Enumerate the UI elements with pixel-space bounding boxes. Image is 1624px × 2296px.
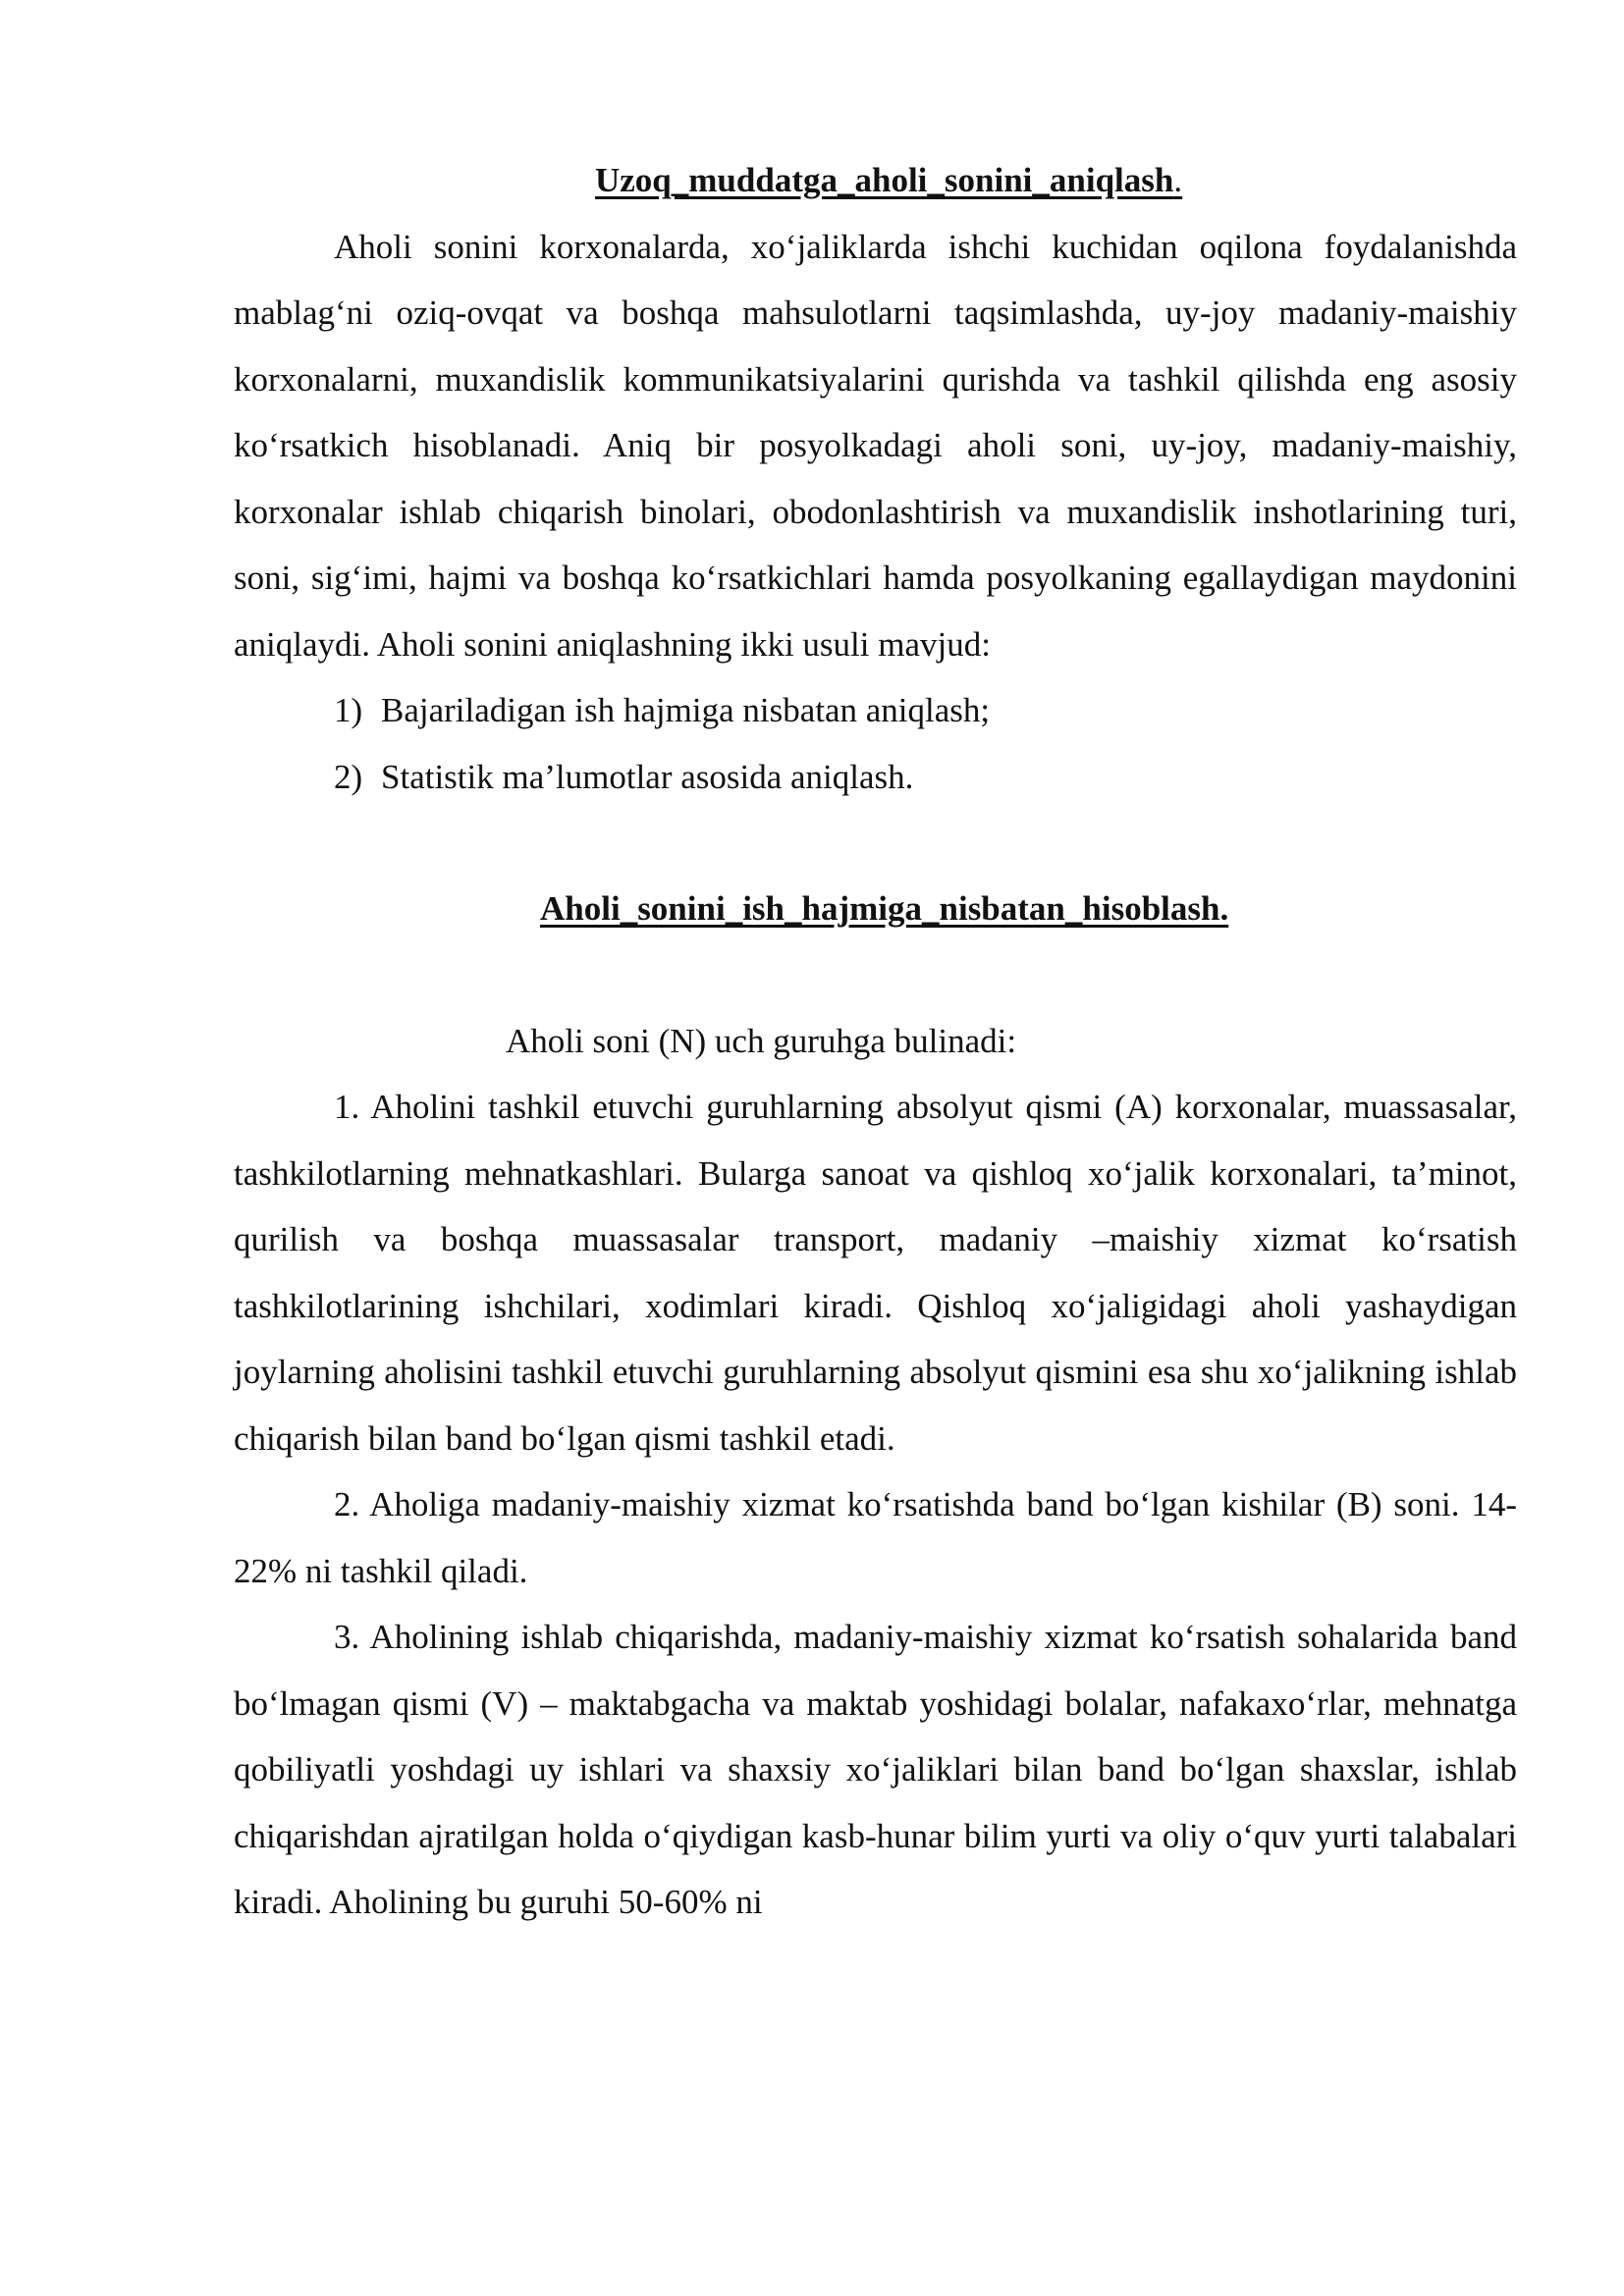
group-number: 3. bbox=[334, 1618, 360, 1656]
groups-intro-line: Aholi soni (N) uch guruhga bulinadi: bbox=[506, 1021, 1017, 1060]
method-text: Statistik ma’lumotlar asosida aniqlash. bbox=[381, 757, 914, 796]
group-paragraph-3 bbox=[234, 1604, 1517, 1936]
group-paragraph-1 bbox=[234, 1074, 1517, 1471]
group-text: Aholining ishlab chiqarishda, madaniy-maishiy xizmat ko‘rsatish sohalarida band bo‘lmagan qismi (V) – maktabgacha va maktab yoshidagi bolalar, nafakaxo‘rlar, mehnatga qobiliyatli yoshdagi uy ishlari va shaxsiy xo‘jaliklari bilan band bo‘lgan shaxslar, ishlab chiqarishdan ajratilgan holda o‘qiydigan kasb-hunar bilim yurti va oliy o‘quv yurti talabalari kiradi. Aholining bu guruhi 50-60% ni bbox=[234, 1618, 1517, 1921]
paragraph-population-importance: Aholi sonini korxonalarda, xo‘jaliklarda ishchi kuchidan oqilona foydalanishda mablag‘ni oziq-ovqat va boshqa mahsulotlarni taqsimlashda, uy-joy madaniy-maishiy korxonalarni, muxandislik kommunikatsiyalarini qurishda va tashkil qilishda eng asosiy ko‘rsatkich hisoblanadi. Aniq bir posyolkadagi aholi soni, uy-joy, madaniy-maishiy, korxonalar ishlab chiqarish binolari, obodonlashtirish va muxandislik inshotlarining turi, soni, sig‘imi, hajmi va boshqa ko‘rsatkichlari hamda posyolkaning egallaydigan maydonini aniqlaydi. Aholi sonini aniqlashning ikki usuli mavjud: bbox=[234, 227, 1517, 664]
document-page bbox=[234, 147, 1517, 1936]
section-heading-long-term-population bbox=[234, 147, 1517, 214]
method-list-item-2 bbox=[234, 744, 1517, 811]
spacer bbox=[234, 810, 1517, 876]
group-number: 1. bbox=[334, 1088, 360, 1126]
group-paragraph-2 bbox=[234, 1471, 1517, 1604]
spacer bbox=[234, 942, 1517, 1008]
method-list-item-1 bbox=[234, 677, 1517, 744]
heading-1-text: Uzoq_muddatga_aholi_sonini_aniqlash bbox=[595, 161, 1174, 199]
method-text: Bajariladigan ish hajmiga nisbatan aniqlash; bbox=[381, 691, 991, 729]
group-text: Aholiga madaniy-maishiy xizmat ko‘rsatishda band bo‘lgan kishilar (B) soni. 14-22% ni tashkil qiladi. bbox=[234, 1485, 1517, 1590]
group-text: Aholini tashkil etuvchi guruhlarning absolyut qismi (A) korxonalar, muassasalar, tashkilotlarning mehnatkashlari. Bularga sanoat va qishloq xo‘jalik korxonalari, ta’minot, qurilish va boshqa muassasalar transport, madaniy –maishiy xizmat ko‘rsatish tashkilotlarining ishchilari, xodimlari kiradi. Qishloq xo‘jaligidagi aholi yashaydigan joylarning aholisini tashkil etuvchi guruhlarning absolyut qismini esa shu xo‘jalikning ishlab chiqarish bilan band bo‘lgan qismi tashkil etadi. bbox=[234, 1088, 1517, 1458]
group-number: 2. bbox=[334, 1485, 360, 1523]
method-number: 1) bbox=[334, 691, 363, 729]
heading-1-trailing: . bbox=[1173, 161, 1183, 199]
method-number: 2) bbox=[334, 757, 363, 796]
section-heading-workload-calculation: Aholi_sonini_ish_hajmiga_nisbatan_hisoblash. bbox=[540, 889, 1229, 928]
